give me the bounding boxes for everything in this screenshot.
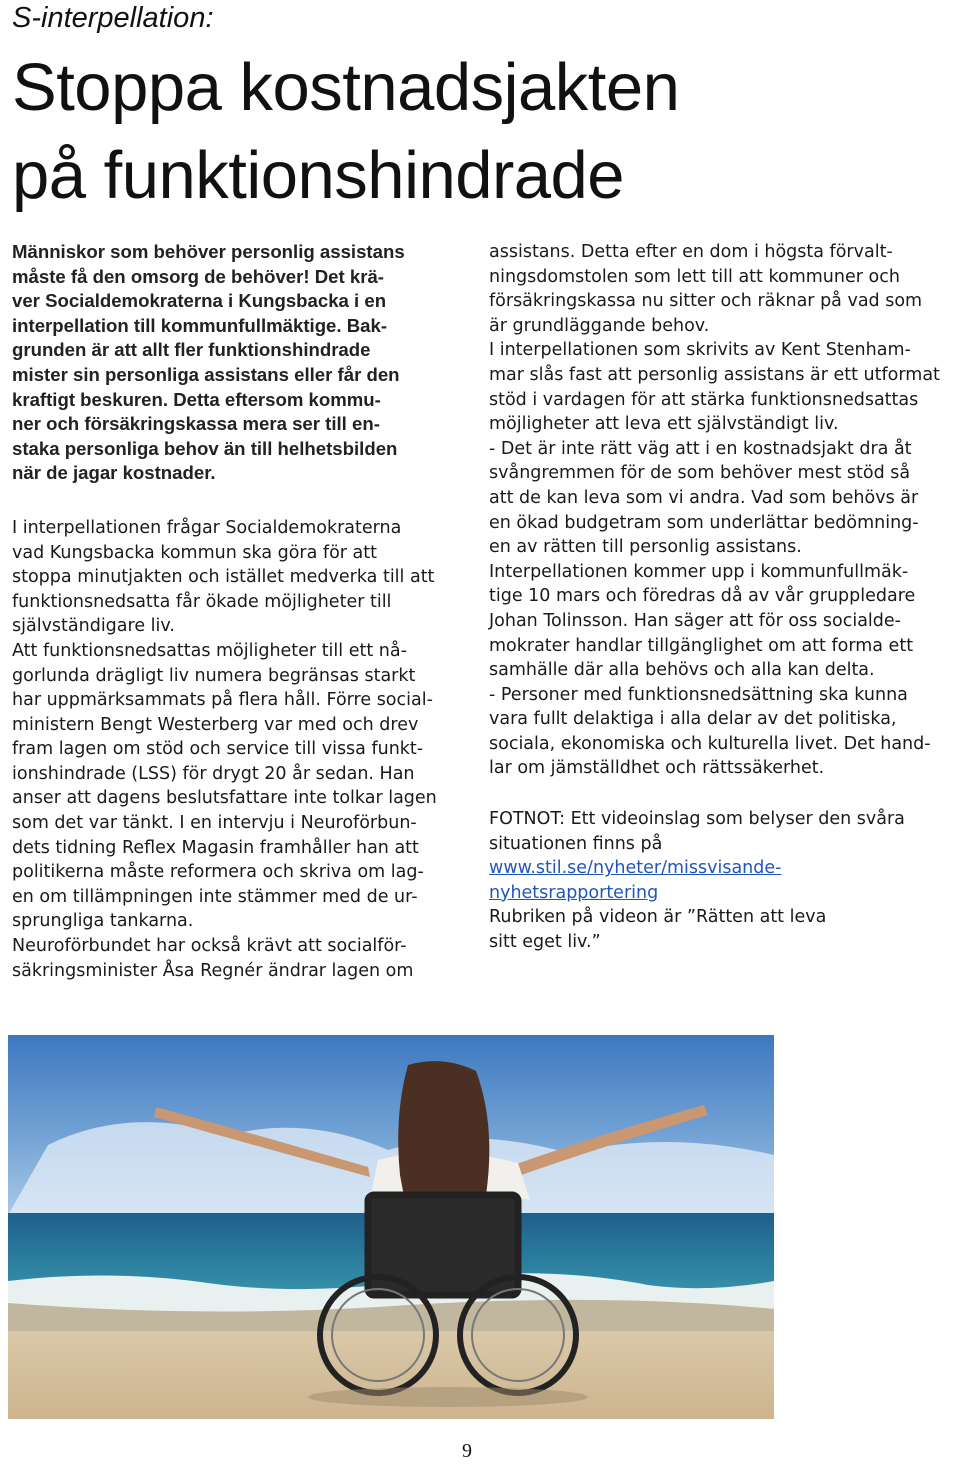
right-paragraph-3: - Det är inte rätt väg att i en kostnadsjakt dra åt svångremmen för de som behöver mest stöd så att de kan leva som vi andra. Vad som behövs är en ökad budgetram som underlättar bedömning- en av rätten till personlig assistans. xyxy=(489,438,919,558)
right-paragraph-4: Interpellationen kommer upp i kommunfullmäk- tige 10 mars och föredras då av vår gruppledare Johan Tolinsson. Han säger att för oss socialde- mokrater handlar tillgänglighet om att forma ett samhälle där alla behövs och alla kan delta. xyxy=(489,561,916,681)
body-paragraph-2: Att funktionsnedsattas möjligheter till ett nå- gorlunda drägligt liv numera begränsas starkt har uppmärksammats på flera håll. Förre social- ministern Bengt Westerberg var med och drev fram lagen om stöd och service till vissa funkt- ionshindrade (LSS) för drygt 20 år sedan. Han anser att dagens beslutsfattare inte tolkar lagen som det var tänkt. I en intervju i Neuroförbun- dets tidning Reflex Magasin framhåller han att politikerna måste reformera och skriva om lag- en om tillämpningen inte stämmer med de ur- sprungliga tankarna. xyxy=(12,640,437,932)
wheel-shadow xyxy=(308,1387,588,1407)
page-number: 9 xyxy=(462,1440,472,1462)
left-column xyxy=(12,240,464,983)
right-paragraph-1: assistans. Detta efter en dom i högsta förvalt- ningsdomstolen som lett till att kommuner och försäkringskassa nu sitter och räknar på vad som är grundläggande behov. xyxy=(489,242,923,336)
right-column xyxy=(489,240,959,955)
section-kicker: S-interpellation: xyxy=(12,2,214,34)
right-paragraph-2: I interpellationen som skrivits av Kent Stenham- mar slås fast att personlig assistans är ett utformat stöd i vardagen för att stärka funktionsnedsattas möjligheter att leva ett självständigt liv. xyxy=(489,340,940,435)
body-paragraph-1: I interpellationen frågar Socialdemokraterna vad Kungsbacka kommun ska göra för att stoppa minutjakten och istället medverka till att funktionsnedsatta får ökade möjligheter till självständigare liv. xyxy=(12,517,435,637)
beach-wheelchair-photo xyxy=(8,1035,774,1419)
lead-paragraph: Människor som behöver personlig assistans måste få den omsorg de behöver! Det krä- ver Socialdemokraterna i Kungsbacka i en interpellation till kommunfullmäktige. Bak- grunden är att allt fler funktionshindrade mister sin personliga assistans eller får den kraftigt beskuren. Detta eftersom kommu- ner och försäkringskassa mera ser till en- staka personliga behov än till helhetsbilden när de jagar kostnader. xyxy=(12,241,405,484)
body-paragraph-3: Neuroförbundet har också krävt att socialför- säkringsminister Åsa Regnér ändrar lagen om xyxy=(12,936,414,981)
article-title: Stoppa kostnadsjakten på funktionshindrade xyxy=(12,50,680,213)
footnote-text: FOTNOT: Ett videoinslag som belyser den svåra situationen finns på xyxy=(489,809,905,854)
right-paragraph-5: - Personer med funktionsnedsättning ska kunna vara fullt delaktiga i alla delar av det politiska, sociala, ekonomiska och kulturella livet. Det hand- lar om jämställdhet och rättssäkerhet. xyxy=(489,684,931,779)
footnote-link[interactable]: www.stil.se/nyheter/missvisande- nyhetsrapportering xyxy=(489,858,782,903)
footnote-caption: Rubriken på videon är ”Rätten att leva sitt eget liv.” xyxy=(489,907,827,953)
